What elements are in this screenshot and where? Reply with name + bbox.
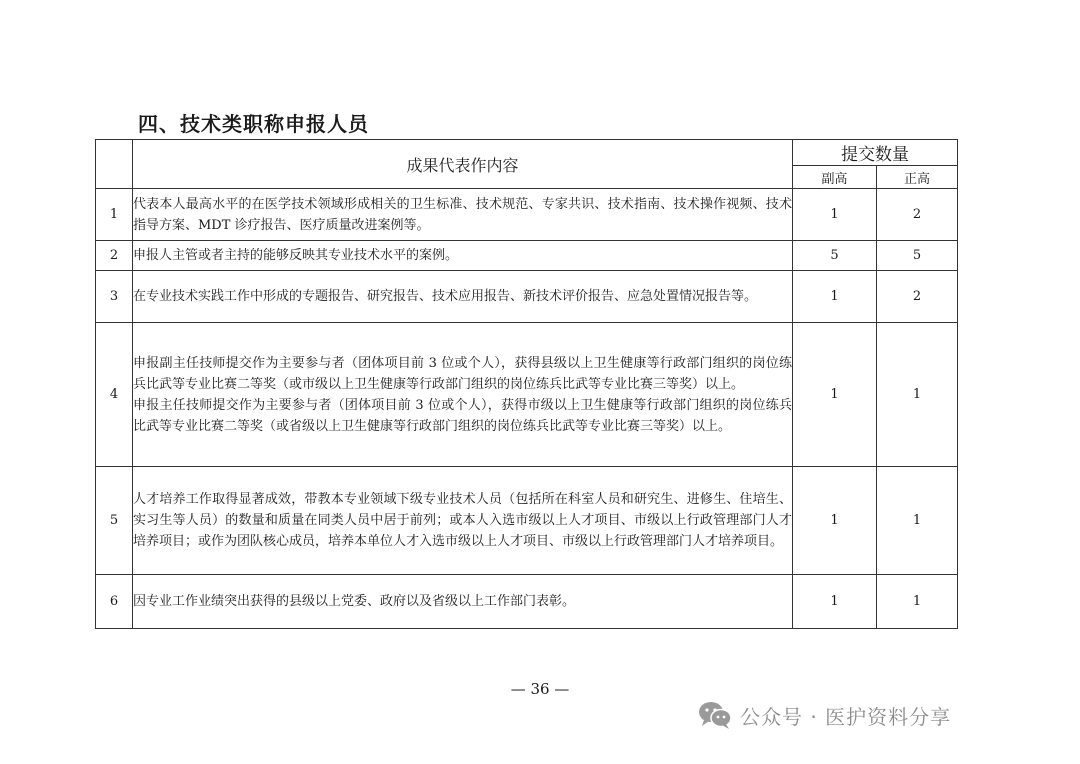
content-paragraph: 申报主任技师提交作为主要参与者（团体项目前 3 位或个人），获得市级以上卫生健康等行政部门组织的岗位练兵比武等专业比赛二等奖（或省级以上卫生健康等行政部门组织的岗位练兵比武等专业比赛三等奖）以上。: [133, 397, 792, 434]
row-index: 1: [96, 189, 133, 241]
row-content: [133, 575, 793, 629]
content-paragraph: 代表本人最高水平的在医学技术领域形成相关的卫生标准、技术规范、专家共识、技术指南、技术操作视频、技术指导方案、MDT 诊疗报告、医疗质量改进案例等。: [133, 196, 792, 233]
table-row: [96, 467, 958, 575]
senior-count: 2: [877, 271, 958, 323]
content-paragraph: 因专业工作业绩突出获得的县级以上党委、政府以及省级以上工作部门表彰。: [133, 594, 576, 609]
row-content: [133, 323, 793, 467]
content-paragraph: 人才培养工作取得显著成效，带教本专业领域下级专业技术人员（包括所在科室人员和研究生、进修生、住培生、实习生等人员）的数量和质量在同类人员中居于前列；或本人入选市级以上人才项目、市级以上行政管理部门人才培养项目；或作为团队核心成员，培养本单位人才入选市级以上人才项目、市级以上行政管理部门人才培养项目。: [133, 492, 792, 549]
senior-count: 1: [877, 467, 958, 575]
achievement-table: [95, 139, 958, 629]
content-paragraph: 申报人主管或者主持的能够反映其专业技术水平的案例。: [133, 248, 459, 263]
table-row: [96, 241, 958, 271]
senior-count: 5: [877, 241, 958, 271]
senior-count: 2: [877, 189, 958, 241]
content-paragraph: 在专业技术实践工作中形成的专题报告、研究报告、技术应用报告、新技术评价报告、应急处置情况报告等。: [133, 289, 758, 304]
wechat-icon: [698, 700, 732, 730]
row-index: 3: [96, 271, 133, 323]
row-index: 6: [96, 575, 133, 629]
deputy-count: 1: [793, 323, 877, 467]
row-index: 4: [96, 323, 133, 467]
table-row: [96, 271, 958, 323]
watermark: [698, 700, 951, 730]
deputy-count: 1: [793, 575, 877, 629]
row-content: [133, 241, 793, 271]
table-row: [96, 575, 958, 629]
senior-header: 正高: [877, 166, 958, 189]
row-index: 5: [96, 467, 133, 575]
section-heading: 四、技术类职称申报人员: [138, 112, 369, 136]
deputy-count: 1: [793, 271, 877, 323]
row-index: 2: [96, 241, 133, 271]
content-header: 成果代表作内容: [133, 140, 793, 189]
table-body: [96, 189, 958, 629]
row-content: [133, 189, 793, 241]
content-paragraph: 申报副主任技师提交作为主要参与者（团体项目前 3 位或个人），获得县级以上卫生健康等行政部门组织的岗位练兵比武等专业比赛二等奖（或市级以上卫生健康等行政部门组织的岗位练兵比武等专业比赛三等奖）以上。: [133, 355, 792, 392]
row-content: [133, 467, 793, 575]
deputy-header: 副高: [793, 166, 877, 189]
deputy-count: 5: [793, 241, 877, 271]
senior-count: 1: [877, 575, 958, 629]
table-row: [96, 323, 958, 467]
quantity-header: 提交数量: [793, 140, 958, 166]
deputy-count: 1: [793, 467, 877, 575]
deputy-count: 1: [793, 189, 877, 241]
row-content: [133, 271, 793, 323]
table-row: [96, 189, 958, 241]
page-number: — 36 —: [510, 680, 570, 698]
senior-count: 1: [877, 323, 958, 467]
watermark-text: 公众号 · 医护资料分享: [740, 704, 952, 729]
index-header: [96, 140, 133, 189]
